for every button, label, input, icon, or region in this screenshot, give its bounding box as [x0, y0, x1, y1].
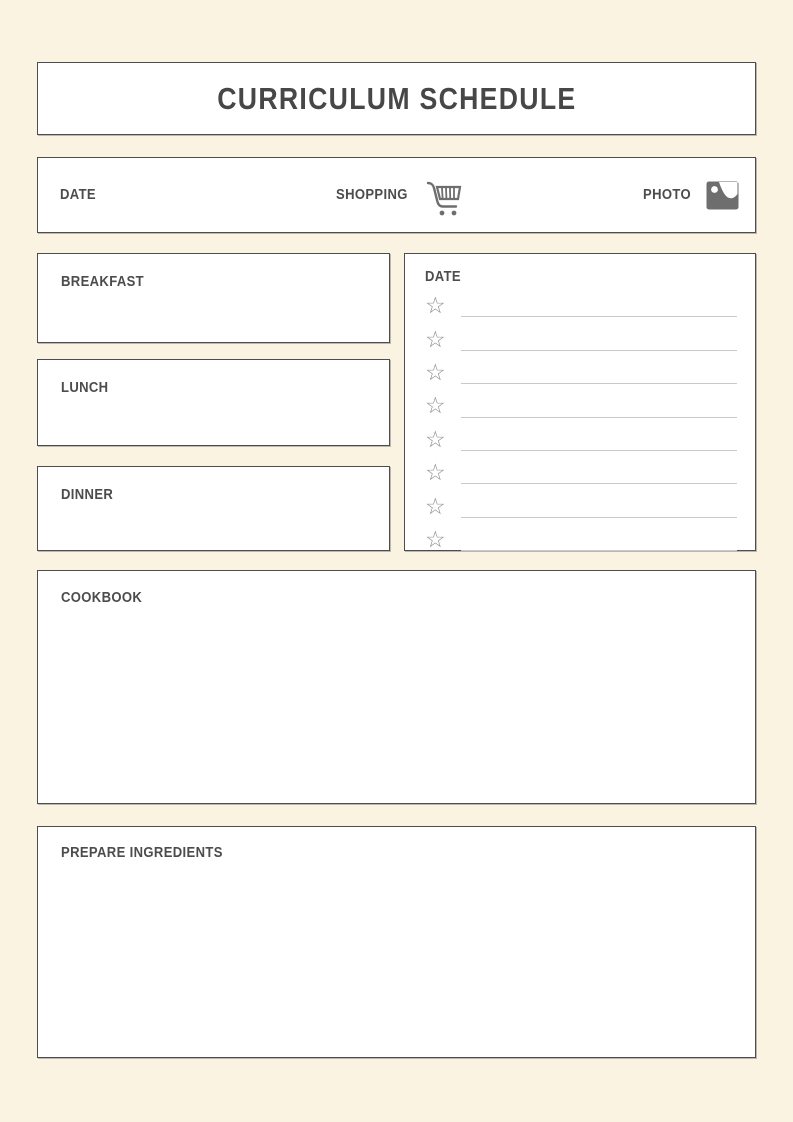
shopping-cart-icon	[423, 180, 463, 218]
dinner-box	[37, 466, 390, 551]
star-icon: ☆	[425, 359, 446, 386]
photo-label: PHOTO	[642, 187, 691, 203]
checklist-row	[425, 424, 739, 457]
prepare-ingredients-box	[37, 826, 756, 1058]
star-icon: ☆	[425, 426, 446, 453]
checklist-row	[425, 290, 739, 323]
dinner-label: DINNER	[61, 487, 114, 503]
date-label: DATE	[60, 187, 96, 203]
checklist-line	[461, 483, 737, 484]
breakfast-box	[37, 253, 390, 343]
checklist-line	[461, 350, 737, 351]
star-icon: ☆	[425, 460, 446, 487]
date-field	[60, 186, 100, 204]
star-icon: ☆	[425, 526, 446, 553]
checklist-line	[461, 316, 737, 317]
cookbook-box	[37, 570, 756, 804]
checklist-line	[461, 450, 737, 451]
star-icon: ☆	[425, 493, 446, 520]
title-box	[37, 62, 756, 135]
checklist-line	[461, 417, 737, 418]
checklist-row	[425, 490, 739, 523]
shopping-group	[336, 176, 464, 214]
lunch-label: LUNCH	[61, 380, 109, 396]
checklist-date-label: DATE	[425, 269, 461, 285]
checklist-row	[425, 390, 739, 423]
prepare-ingredients-label: PREPARE INGREDIENTS	[61, 845, 223, 861]
checklist-box	[404, 253, 756, 551]
checklist-row	[425, 524, 739, 557]
star-icon: ☆	[425, 326, 446, 353]
checklist-line	[461, 550, 737, 551]
breakfast-label: BREAKFAST	[61, 274, 144, 290]
checklist-row	[425, 323, 739, 356]
checklist-line	[461, 517, 737, 518]
checklist-line	[461, 383, 737, 384]
star-icon: ☆	[425, 393, 446, 420]
page-title: CURRICULUM SCHEDULE	[216, 80, 577, 116]
checklist-row	[425, 457, 739, 490]
photo-group	[643, 181, 739, 210]
checklist-rows	[425, 290, 739, 557]
lunch-box	[37, 359, 390, 446]
star-icon: ☆	[425, 293, 446, 320]
photo-icon	[706, 181, 739, 210]
info-row	[37, 157, 756, 233]
cookbook-label: COOKBOOK	[61, 590, 143, 606]
shopping-label: SHOPPING	[335, 187, 408, 203]
checklist-row	[425, 357, 739, 390]
